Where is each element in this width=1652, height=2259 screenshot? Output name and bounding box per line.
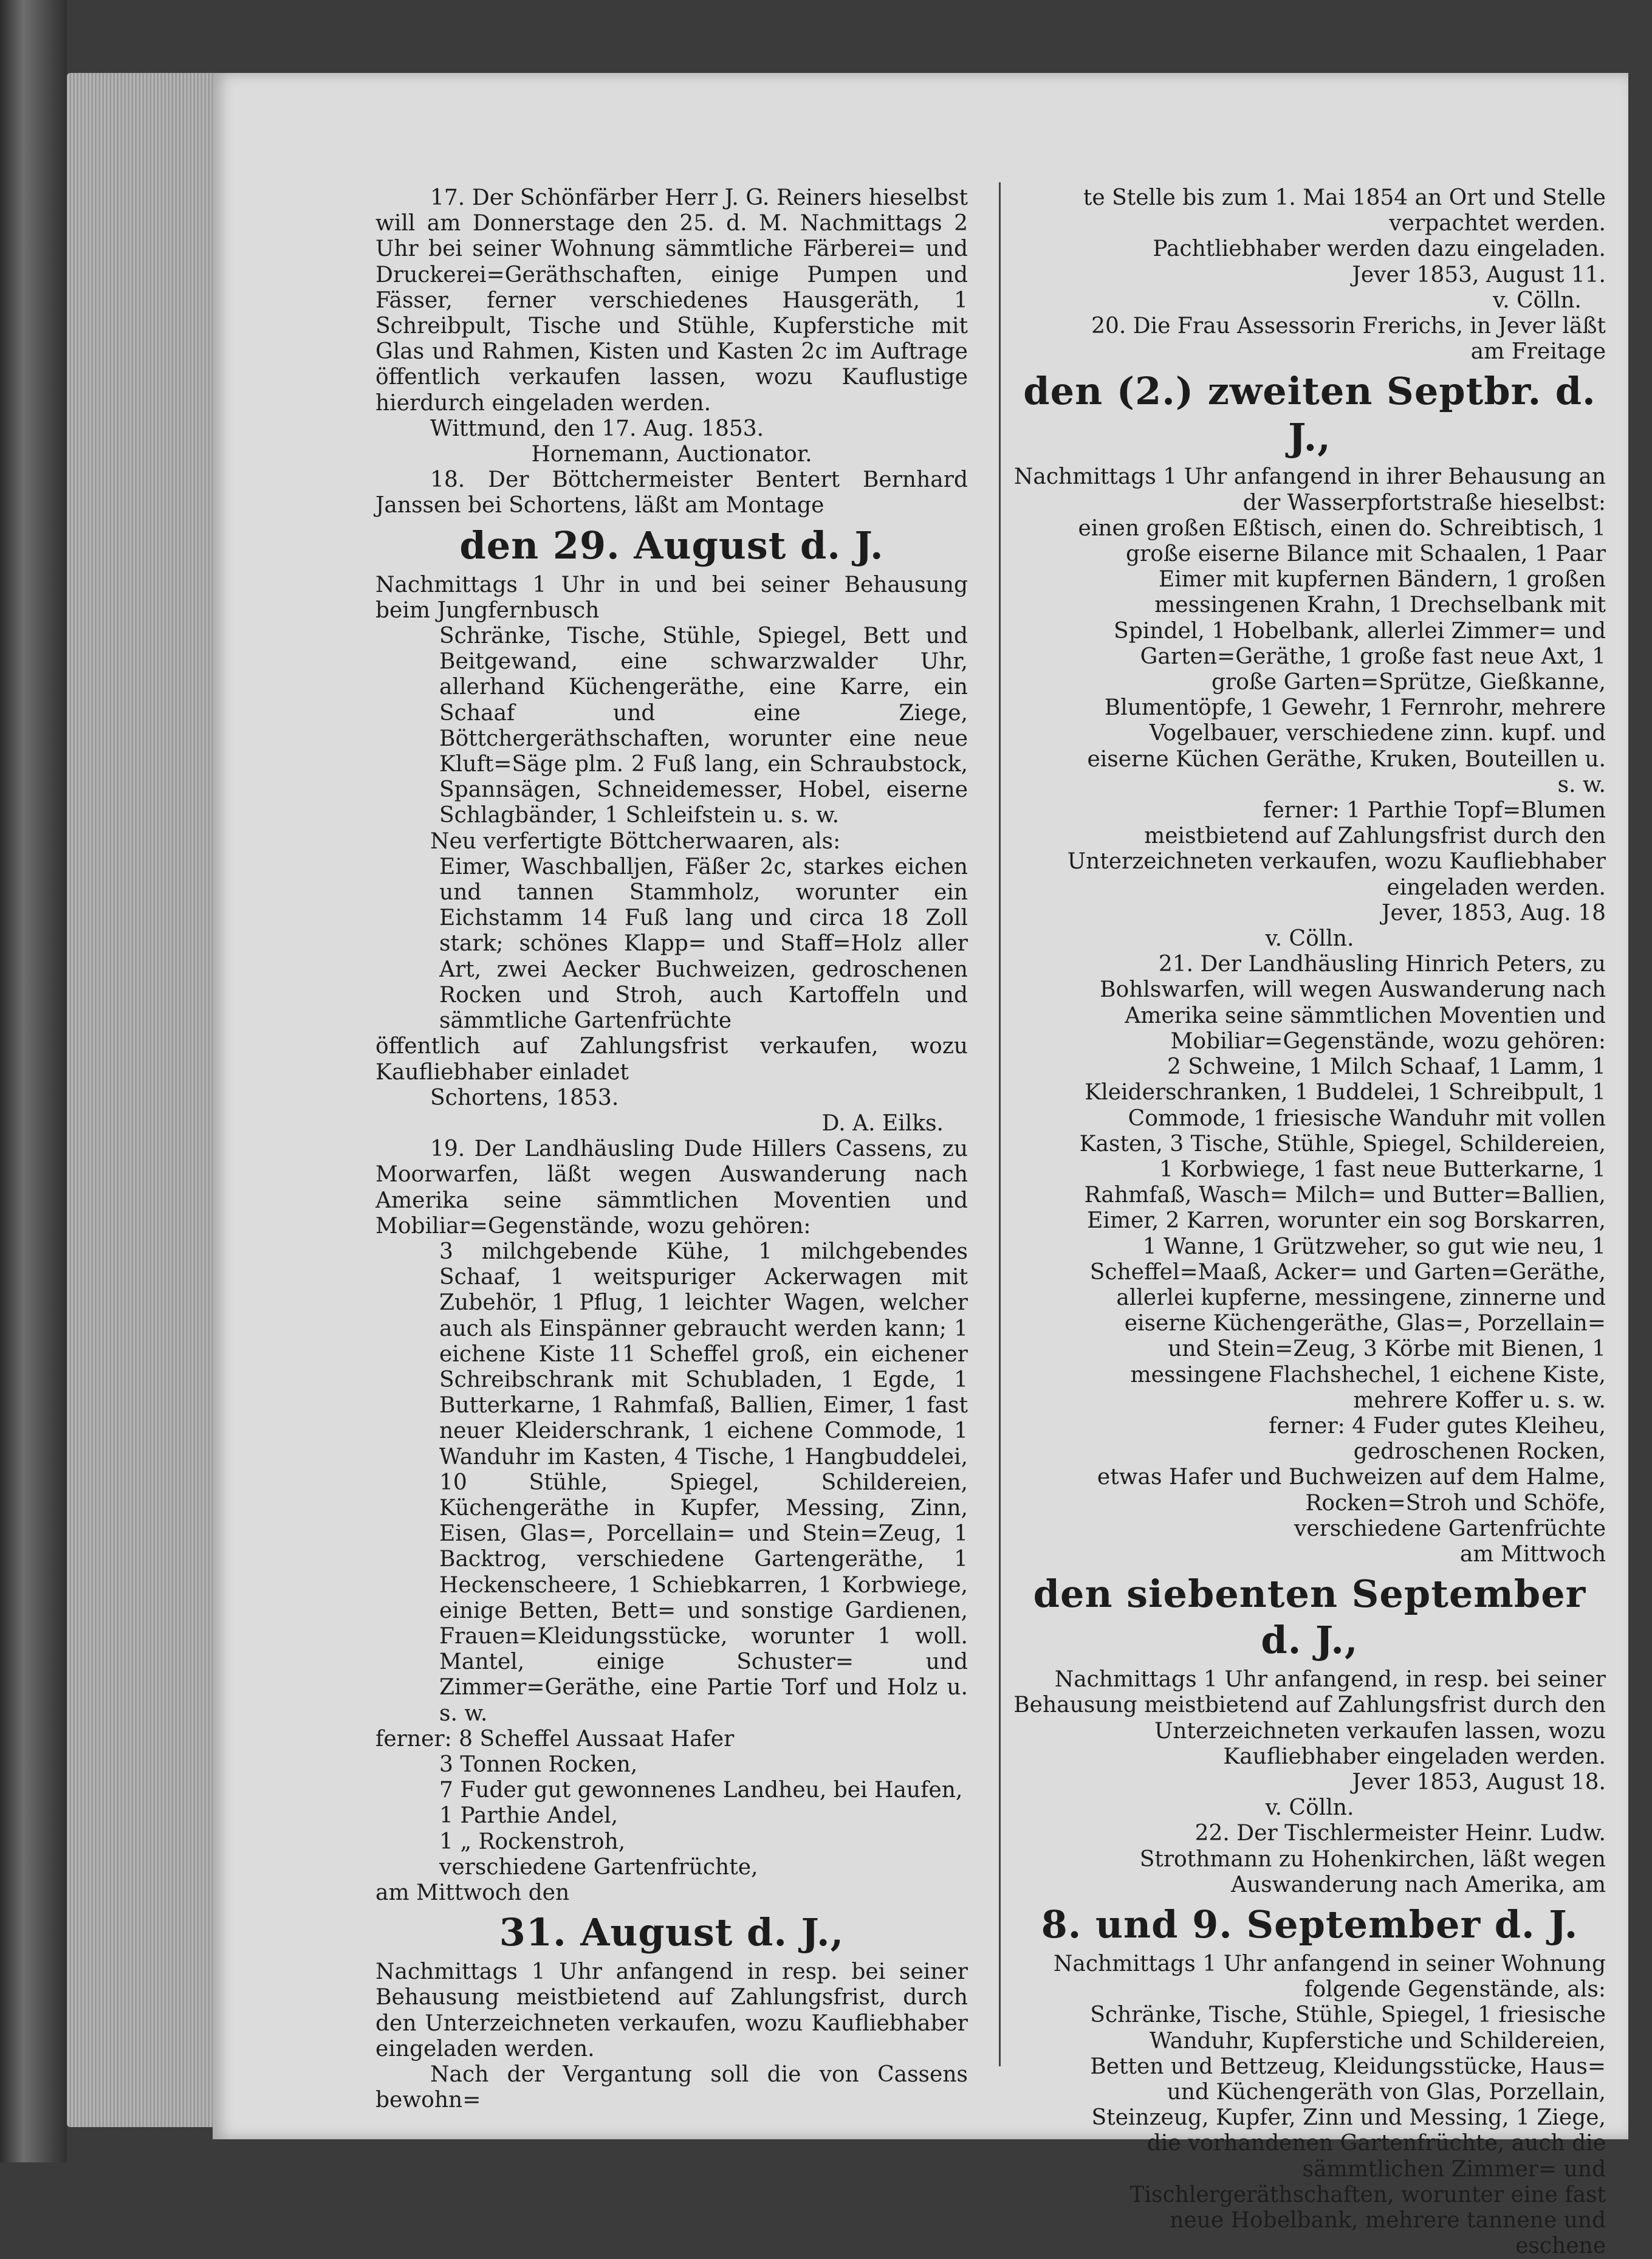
left-item-list: 3 milchgebende Kühe, 1 milchgebendes Schaaf, 1 weitspuriger Ackerwagen mit Zubehör, 1 Pflug, 1 leichter Wagen, welcher auch als Einspänner gebraucht werden kann; 1 eichene Kiste 11 Scheffel groß, ein eichener Schreibschrank mit Schubladen, 1 Egde, 1 Butterkarne, 1 Rahmfaß, Ballien, Eimer, 1 fast neuer Kleiderschrank, 1 eichene Commode, 1 Wanduhr im Kasten, 4 Tische, 1 Hangbuddelei, 10 Stühle, Spiegel, Schildereien, Küchengeräthe in Kupfer, Messing, Zinn, Eisen, Glas=, Porcellain= und Stein=Zeug, 1 Backtrog, verschiedene Gartengeräthe, 1 Heckenscheere, 1 Schiebkarren, 1 Korbwiege, einige Betten, Bett= und sonstige Gardienen, Frauen=Kleidungsstücke, worunter 1 woll. Mantel, einige Schuster= und Zimmer=Geräthe, eine Partie Torf und Holz u. s. w. bbox=[439, 1239, 968, 1726]
left-item-list: Eimer, Waschballjen, Fäßer 2c, starkes eichen und tannen Stammholz, worunter ein Eichstamm 14 Fuß lang und circa 18 Zoll stark; schönes Klapp= und Staff=Holz aller Art, zwei Aecker Buchweizen, gedroschenen Rocken und Stroh, auch Kartoffeln und sämmtliche Gartenfrüchte bbox=[439, 854, 968, 1034]
right-auction-date-heading: den siebenten September d. J., bbox=[1033, 1572, 1586, 1663]
right-paragraph: 20. Die Frau Assessorin Frerichs, in Jever läßt am Freitage bbox=[1091, 314, 1606, 365]
right-auction-date-heading: den (2.) zweiten Septbr. d. J., bbox=[1023, 369, 1596, 460]
left-column bbox=[375, 185, 968, 2113]
left-paragraph: ferner: 8 Scheffel Aussaat Hafer bbox=[375, 1726, 735, 1752]
left-paragraph: Schortens, 1853. bbox=[430, 1085, 619, 1110]
right-auction-date-heading: 8. und 9. September d. J. bbox=[1041, 1902, 1578, 1947]
right-item-list: Rocken=Stroh und Schöfe, bbox=[1305, 1490, 1606, 1516]
left-auction-date-heading: 31. August d. J., bbox=[499, 1910, 845, 1955]
left-paragraph: öffentlich auf Zahlungsfrist verkaufen, wozu Kaufliebhaber einladet bbox=[375, 1034, 968, 1085]
column-divider bbox=[999, 182, 1001, 2066]
left-item-list: Schränke, Tische, Stühle, Spiegel, Bett und Beitgewand, eine schwarzwalder Uhr, allerhand Küchengeräthe, eine Karre, ein Schaaf und eine Ziege, Böttchergeräthschaften, worunter eine neue Kluft=Säge plm. 2 Fuß lang, ein Schraubstock, Spannsägen, Schneidemesser, Hobel, eiserne Schlagbänder, 1 Schleifstein u. s. w. bbox=[439, 624, 968, 828]
right-item-list: 2 Schweine, 1 Milch Schaaf, 1 Lamm, 1 Kleiderschranken, 1 Buddelei, 1 Schreibpult, 1 Commode, 1 friesische Wanduhr mit vollen Kasten, 3 Tische, Stühle, Spiegel, Schildereien, 1 Korbwiege, 1 fast neue Butterkarne, 1 Rahmfaß, Wasch= Milch= und Butter=Ballien, Eimer, 2 Karren, worunter ein sog Borskarren, 1 Wanne, 1 Grützweher, so gut wie neu, 1 Scheffel=Maaß, Acker= und Garten=Geräthe, allerlei kupferne, messingene, zinnerne und eiserne Küchengeräthe, Glas=, Porzellain= und Stein=Zeug, 3 Körbe mit Bienen, 1 messingene Flachshechel, 1 eichene Kiste, mehrere Koffer u. s. w. bbox=[1079, 1054, 1606, 1413]
right-paragraph: Jever, 1853, Aug. 18 bbox=[1382, 900, 1606, 926]
right-paragraph: 21. Der Landhäusling Hinrich Peters, zu Bohlswarfen, will wegen Auswanderung nach Amerika seine sämmtlichen Moventien und Mobiliar=Gegenstände, wozu gehören: bbox=[1100, 952, 1606, 1054]
left-item-list: verschiedene Gartenfrüchte, bbox=[439, 1854, 758, 1880]
right-column bbox=[1013, 185, 1630, 2259]
right-paragraph: Nachmittags 1 Uhr anfangend in seiner Wohnung folgende Gegenstände, als: bbox=[1053, 1951, 1606, 2003]
right-paragraph: te Stelle bis zum 1. Mai 1854 an Ort und Stelle verpachtet werden. bbox=[1083, 185, 1606, 236]
book-spine bbox=[0, 0, 67, 2162]
right-paragraph: v. Cölln. bbox=[1265, 1795, 1354, 1821]
right-paragraph: Jever 1853, August 11. bbox=[1352, 262, 1606, 287]
right-paragraph: ferner: 1 Parthie Topf=Blumen bbox=[1263, 798, 1606, 823]
left-paragraph: Wittmund, den 17. Aug. 1853. bbox=[430, 416, 764, 441]
right-paragraph: Jever 1853, August 18. bbox=[1352, 1769, 1606, 1795]
right-paragraph: 22. Der Tischlermeister Heinr. Ludw. Strothmann zu Hohenkirchen, läßt wegen Auswanderung nach Amerika, am bbox=[1139, 1821, 1606, 1897]
right-paragraph: Pachtliebhaber werden dazu eingeladen. bbox=[1153, 236, 1606, 262]
left-paragraph: Hornemann, Auctionator. bbox=[531, 442, 812, 467]
right-paragraph: ferner: 4 Fuder gutes Kleiheu, bbox=[1269, 1413, 1606, 1439]
left-paragraph: 18. Der Böttchermeister Bentert Bernhard Janssen bei Schortens, läßt am Montage bbox=[375, 467, 968, 518]
page-edges bbox=[67, 73, 213, 2127]
newspaper-page bbox=[213, 73, 1628, 2259]
right-paragraph: am Mittwoch bbox=[1459, 1541, 1606, 1567]
left-item-list: 1 „ Rockenstroh, bbox=[439, 1829, 626, 1854]
right-item-list: einen großen Eßtisch, einen do. Schreibtisch, 1 große eiserne Bilance mit Schaalen, 1 Paar Eimer mit kupfernen Bändern, 1 großen messingenen Krahn, 1 Drechselbank mit Spindel, 1 Hobelbank, allerlei Zimmer= und Garten=Geräthe, 1 große fast neue Axt, 1 große Garten=Sprütze, Gießkanne, Blumentöpfe, 1 Gewehr, 1 Fernrohr, mehrere Vogelbauer, verschiedene zinn. kupf. und eiserne Küchen Geräthe, Kruken, Bouteillen u. s. w. bbox=[1078, 515, 1606, 797]
right-item-list: gedroschenen Rocken, bbox=[1353, 1439, 1606, 1465]
left-item-list: 1 Parthie Andel, bbox=[439, 1803, 619, 1829]
left-item-list: 3 Tonnen Rocken, bbox=[439, 1752, 638, 1777]
right-item-list: verschiedene Gartenfrüchte bbox=[1294, 1516, 1606, 1541]
left-item-list: 7 Fuder gut gewonnenes Landheu, bei Haufen, bbox=[439, 1778, 963, 1803]
right-paragraph: Nachmittags 1 Uhr anfangend in ihrer Behausung an der Wasserpfortstraße hieselbst: bbox=[1013, 464, 1606, 515]
right-item-list: etwas Hafer und Buchweizen auf dem Halme, bbox=[1097, 1465, 1606, 1490]
left-paragraph: am Mittwoch den bbox=[375, 1880, 570, 1905]
right-item-list: Schränke, Tische, Stühle, Spiegel, 1 friesische Wanduhr, Kupferstiche und Schildereien, Betten und Bettzeug, Kleidungsstücke, Haus= und Küchengeräth von Glas, Porzellain, Steinzeug, Kupfer, Zinn und Messing, 1 Ziege, die vorhandenen Gartenfrüchte, auch die sämmtlichen Zimmer= und Tischlergeräthschaften, worunter eine fast neue Hobelbank, mehrere tannene und eschene bbox=[1090, 2003, 1606, 2259]
left-paragraph: 19. Der Landhäusling Dude Hillers Cassens, zu Moorwarfen, läßt wegen Auswanderung nach Amerika seine sämmtlichen Moventien und Mobiliar=Gegenstände, wozu gehören: bbox=[375, 1136, 968, 1239]
left-paragraph: Nachmittags 1 Uhr anfangend in resp. bei seiner Behausung meistbietend auf Zahlungsfrist, durch den Unterzeichneten verkaufen, wozu Kaufliebhaber eingeladen werden. bbox=[375, 1959, 968, 2061]
left-paragraph: D. A. Eilks. bbox=[821, 1110, 944, 1136]
left-paragraph: Nachmittags 1 Uhr in und bei seiner Behausung beim Jungfernbusch bbox=[375, 572, 968, 623]
left-paragraph: Nach der Vergantung soll die von Cassens bewohn= bbox=[375, 2062, 968, 2113]
right-paragraph: Nachmittags 1 Uhr anfangend, in resp. bei seiner Behausung meistbietend auf Zahlungsfrist durch den Unterzeichneten verkaufen lassen, wozu Kaufliebhaber eingeladen werden. bbox=[1013, 1667, 1606, 1769]
left-paragraph: 17. Der Schönfärber Herr J. G. Reiners hieselbst will am Donnerstage den 25. d. M. Nachmittags 2 Uhr bei seiner Wohnung sämmtliche Färberei= und Druckerei=Geräthschaften, einige Pumpen und Fässer, ferner verschiedenes Hausgeräth, 1 Schreibpult, Tische und Stühle, Kupferstiche mit Glas und Rahmen, Kisten und Kasten 2c im Auftrage öffentlich verkaufen lassen, wozu Kauflustige hierdurch eingeladen werden. bbox=[375, 185, 968, 416]
right-paragraph: meistbietend auf Zahlungsfrist durch den Unterzeichneten verkaufen, wozu Kaufliebhaber eingeladen werden. bbox=[1067, 823, 1606, 900]
left-auction-date-heading: den 29. August d. J. bbox=[459, 523, 884, 568]
right-paragraph: v. Cölln. bbox=[1493, 287, 1582, 313]
left-paragraph: Neu verfertigte Böttcherwaaren, als: bbox=[430, 828, 841, 854]
right-paragraph: v. Cölln. bbox=[1265, 926, 1354, 952]
